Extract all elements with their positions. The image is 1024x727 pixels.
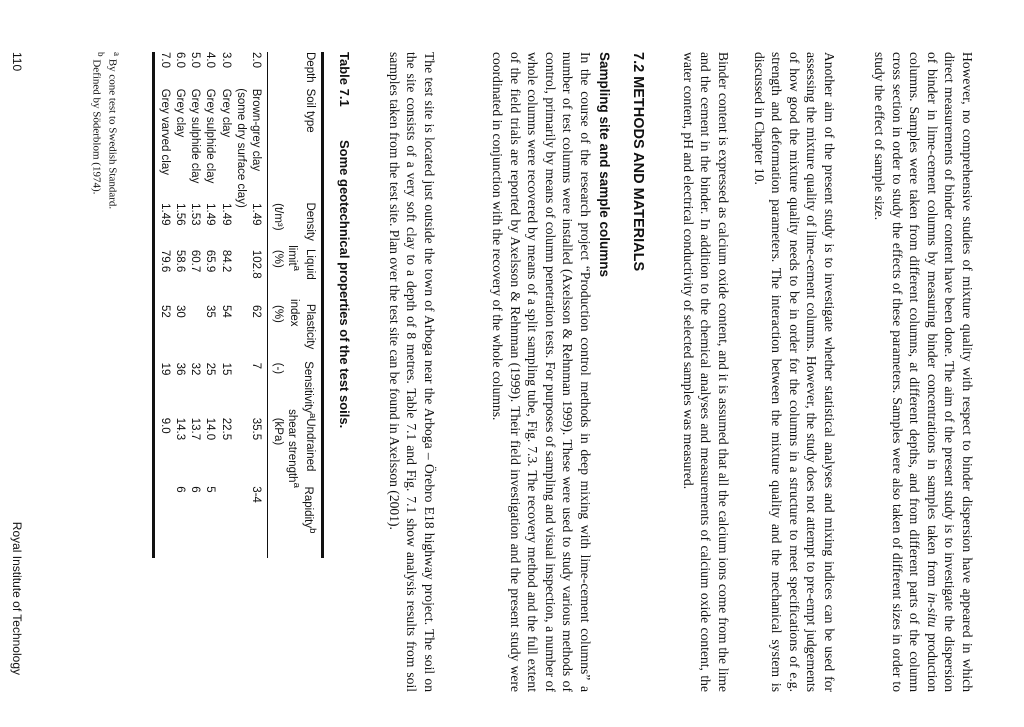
- header-cell: [286, 245, 302, 299]
- table-cell: 19: [158, 362, 171, 376]
- table-cell: 14.3: [173, 417, 186, 441]
- table-cell: 58.6: [173, 249, 186, 273]
- table-cell: 84.2: [219, 249, 232, 273]
- footnote-mark: a: [290, 482, 302, 488]
- paragraph-binder-content: Binder content is expressed as calcium oxide content, and it is assumed that all the calcium ions come from the lime and the cement in the binder. In addition to the chemical analyses and measurements of calcium oxide content, the water content, pH and electrical conductivity of selected samples was measured.: [681, 52, 731, 692]
- footnote-b: [90, 52, 106, 194]
- header-cell: (t/m³): [272, 203, 284, 231]
- table-header-row: [286, 52, 302, 558]
- table-cell: Grey sulphide clay: [189, 88, 202, 184]
- table-cell: 65.9: [204, 249, 217, 273]
- table-cell: 3-4: [250, 486, 263, 503]
- paragraph-text: However, no comprehensive studies of mixture quality with respect to binder dispersion have appeared in which direct measurements of binder content have been done. The aim of the present study is to investigate the dispersion of binder in lime-cement columns by measuring binder concentrations in samples taken from: [925, 52, 975, 692]
- table-cell: 35.5: [250, 417, 263, 441]
- footnote-mark: a: [290, 265, 302, 271]
- table-cell: 1.56: [173, 203, 186, 226]
- table-header-row: [270, 52, 286, 558]
- table-cell: 52: [158, 305, 171, 318]
- table-number: Table 7.1: [337, 52, 352, 107]
- table-cell: 7: [250, 362, 263, 370]
- table-cell: 14.0: [204, 417, 217, 441]
- header-cell: (-): [272, 362, 284, 375]
- table-cell: 32: [189, 362, 202, 376]
- table-cell: 60.7: [189, 249, 202, 273]
- table-title: Some geotechnical properties of the test soils.: [337, 140, 352, 429]
- table-cell: (some dry surface clay): [235, 88, 248, 208]
- table-cell: Grey clay: [173, 88, 186, 138]
- header-cell: [302, 361, 318, 418]
- paragraph-test-site: The test site is located just outside the town of Arboga near the Arboga – Örebro E18 highway project. The soil on the site consists of a very soft clay to a depth of 8 metres. Table 7.1 and Fig. 7.1 show analysis results from soil samples taken from the test site. Plan over the test site can be found in Axelsson (2001).: [387, 52, 437, 692]
- geotechnical-table: [152, 52, 324, 558]
- footnote-mark: a: [112, 52, 122, 57]
- table-header: [267, 52, 321, 558]
- table-cell: 4.0: [204, 52, 217, 68]
- table-cell: 13.7: [189, 417, 202, 441]
- table-cell: 1.53: [189, 203, 202, 226]
- table-cell: 25: [204, 362, 217, 376]
- table-cell: 22.5: [219, 417, 232, 441]
- table-cell: 30: [173, 305, 186, 318]
- table-row: [188, 52, 203, 558]
- footnote-mark: b: [96, 52, 106, 57]
- table-cell: 6: [173, 486, 186, 493]
- table-cell: Brown-grey clay: [250, 88, 263, 172]
- table-row: [233, 52, 248, 558]
- header-text: Sensitivity: [302, 361, 315, 414]
- table-cell: 3.0: [219, 52, 232, 68]
- table-cell: 79.6: [158, 249, 171, 273]
- running-footer: Royal Institute of Technology: [10, 521, 24, 675]
- table-header-row: [302, 52, 318, 558]
- table-cell: 1.49: [219, 203, 232, 226]
- table-cell: Grey clay: [219, 88, 232, 138]
- table-cell: 102.8: [250, 249, 263, 279]
- table-cell: 1.49: [204, 203, 217, 226]
- table-row: [157, 52, 172, 558]
- paragraph-statistics: Another aim of the present study is to investigate whether statistical analyses and mixing indices can be used for assessing the mixture quality of lime-cement columns. However, the study does not attempt to pre-empt judgements of how good the mixture quality needs to be in order for the columns in a structure to meet specifications of e.g. strength and deformation parameters. The interaction between the mixture quality and the mechanical system is discussed in Chapter 10.: [752, 52, 837, 692]
- header-cell: (%): [272, 249, 284, 268]
- table-cell: 54: [219, 305, 232, 318]
- table-cell: 7.0: [158, 52, 171, 68]
- header-cell: Liquid: [304, 249, 316, 280]
- table-cell: 2.0: [250, 52, 263, 68]
- table-cell: 1.49: [250, 203, 263, 226]
- table-cell: 5.0: [189, 52, 202, 68]
- header-cell: Plasticity: [304, 303, 316, 350]
- table-cell: Grey sulphide clay: [204, 88, 217, 184]
- table-cell: Grey varved clay: [158, 88, 171, 176]
- table-row: [203, 52, 218, 558]
- table-caption: [337, 52, 352, 428]
- table-row: [249, 52, 264, 558]
- table-cell: 15: [219, 362, 232, 376]
- header-cell: [302, 487, 318, 558]
- subsection-heading: Sampling site and sample columns: [597, 52, 612, 278]
- section-heading: 7.2 METHODS AND MATERIALS: [630, 52, 646, 272]
- header-text: shear strength: [286, 409, 299, 483]
- table-cell: 1.49: [158, 203, 171, 226]
- header-cell: Soil type: [304, 88, 316, 133]
- page-number: 110: [10, 52, 24, 72]
- footnote-text: Defined by Söderblom (1974).: [90, 56, 103, 195]
- table-cell: 36: [173, 362, 186, 376]
- table-cell: 9.0: [158, 417, 171, 434]
- header-text: limit: [286, 245, 299, 266]
- table-cell: 5: [204, 486, 217, 493]
- table-cell: 62: [250, 305, 263, 318]
- paragraph-aim: [871, 52, 976, 692]
- header-cell: (%): [272, 305, 284, 323]
- header-cell: Undrained: [304, 418, 316, 472]
- footnote-mark: b: [306, 528, 318, 534]
- italic-term: in-situ: [925, 592, 940, 628]
- header-cell: [286, 409, 302, 488]
- table-cell: 6.0: [173, 52, 186, 68]
- table-body: [155, 52, 267, 558]
- table-cell: 6: [189, 486, 202, 493]
- header-cell: (kPa): [272, 417, 284, 446]
- footnote-mark: a: [306, 413, 318, 419]
- table-row: [218, 52, 233, 558]
- header-cell: Density: [304, 202, 316, 241]
- footnote-text: By cone test to Swedish Standard.: [106, 56, 119, 210]
- header-cell: Depth: [304, 52, 316, 83]
- table-cell: 35: [204, 305, 217, 318]
- header-cell: index: [288, 299, 300, 327]
- footnote-a: [106, 52, 122, 209]
- paragraph-research-project: In the course of the research project “Production control methods in deep mixing with lime-cement columns” a number of test columns were installed (Axelsson & Rehnman 1999). These were used to study various methods of control, primarily by means of column penetration tests. For purposes of sampling and visual inspection, a number of whole columns were recovered by means of a split sampling tube, Fig. 7.3. The recovery method and the full extent of the field trials are reported by Axelsson & Rehnman (1999). Their field investigation and the present study were coordinated in conjunction with the recovery of the whole columns.: [490, 52, 593, 692]
- paragraph-text: production columns. Samples were taken from different columns, at different depths, and from different parts of the column cross section in order to study the effects of these parameters. Samples were also taken of different sizes in order to study the effect of sample size.: [872, 52, 940, 692]
- table-row: [172, 52, 187, 558]
- header-text: Rapidity: [302, 486, 315, 529]
